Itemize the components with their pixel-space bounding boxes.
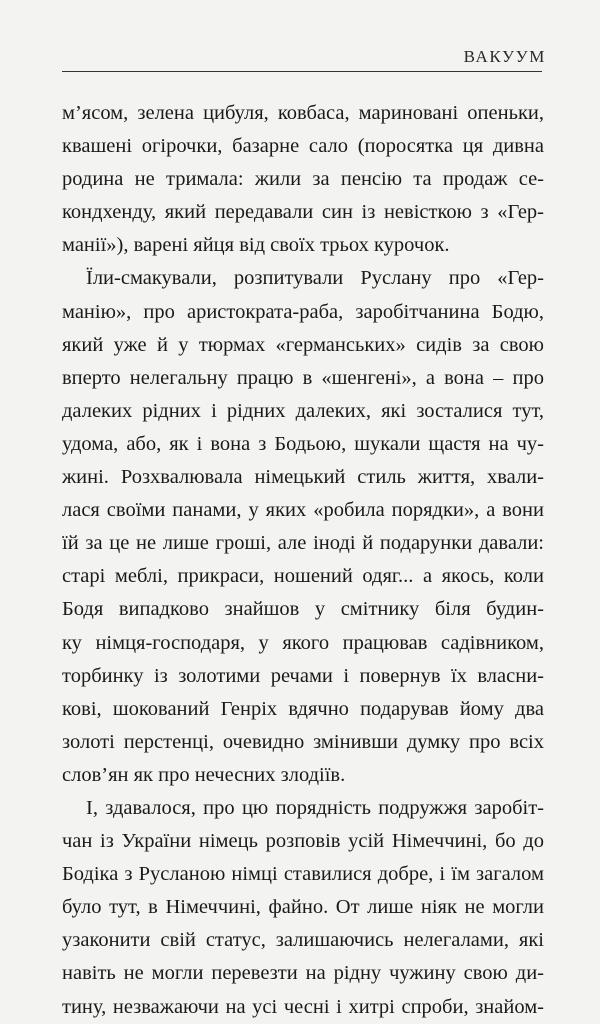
- text-line: ку німця-господаря, у якого працював садівником,: [62, 631, 544, 654]
- text-line: кові, шокований Генріх вдячно подарував йому два: [62, 697, 544, 720]
- text-line: Їли-смакували, розпитували Руслану про «Гер-: [86, 267, 544, 290]
- text-line: кондхенду, який передавали син із невісткою з «Гер-: [62, 201, 544, 224]
- text-line: удома, або, як і вона з Бодьою, шукали щастя на чу-: [62, 432, 544, 455]
- text-line: манії»), варені яйця від своїх трьох курочок.: [62, 234, 450, 257]
- text-line: квашені огірочки, базарне сало (поросятка ця дивна: [62, 135, 544, 158]
- text-line: золоті перстенці, очевидно змінивши думку про всіх: [62, 730, 544, 753]
- running-head-title: ВАКУУМ: [463, 47, 546, 66]
- page-body-text: [62, 97, 544, 1024]
- text-line: чан із України німець розповів усій Німеччині, бо до: [62, 830, 544, 853]
- text-line: узаконити свій статус, залишаючись нелегалами, які: [62, 929, 544, 952]
- text-line: лася своїми панами, у яких «робила порядки», а вони: [62, 499, 544, 522]
- text-line: торбинку із золотими речами і повернув їх власни-: [62, 664, 544, 687]
- text-line: далеких рідних і рідних далеких, які зосталися тут,: [62, 399, 544, 422]
- text-line: старі меблі, прикраси, ношений одяг... а якось, коли: [62, 565, 544, 588]
- text-line: навіть не могли перевезти на рідну чужину свою ди-: [62, 962, 544, 985]
- text-line: м’ясом, зелена цибуля, ковбаса, мариновані опеньки,: [62, 102, 544, 124]
- text-line: жині. Розхвалювала німецький стиль життя, хвали-: [62, 466, 544, 489]
- text-line: манію», про аристократа-раба, заробітчанина Бодю,: [62, 300, 544, 323]
- text-line: їй за це не лише гроші, але іноді й подарунки давали:: [62, 532, 544, 555]
- text-line: Бодя випадково знайшов у смітнику біля будин-: [62, 598, 544, 621]
- text-line: Бодіка з Русланою німці ставилися добре, і їм загалом: [62, 863, 544, 886]
- header-rule: [62, 71, 542, 72]
- text-line: який уже й у тюрмах «германських» сидів за свою: [62, 333, 544, 356]
- text-line: було тут, в Німеччині, файно. От лише ніяк не могли: [62, 896, 544, 919]
- text-line: І, здавалося, про цю порядність подружжя заробіт-: [86, 796, 544, 819]
- text-line: тину, незважаючи на усі чесні і хитрі спроби, знайом-: [62, 995, 544, 1018]
- text-line: вперто нелегальну працю в «шенгені», а вона – про: [62, 366, 544, 389]
- text-line: слов’ян як про нечесних злодіїв.: [62, 763, 346, 786]
- text-line: родина не тримала: жили за пенсію та продаж се-: [62, 168, 544, 191]
